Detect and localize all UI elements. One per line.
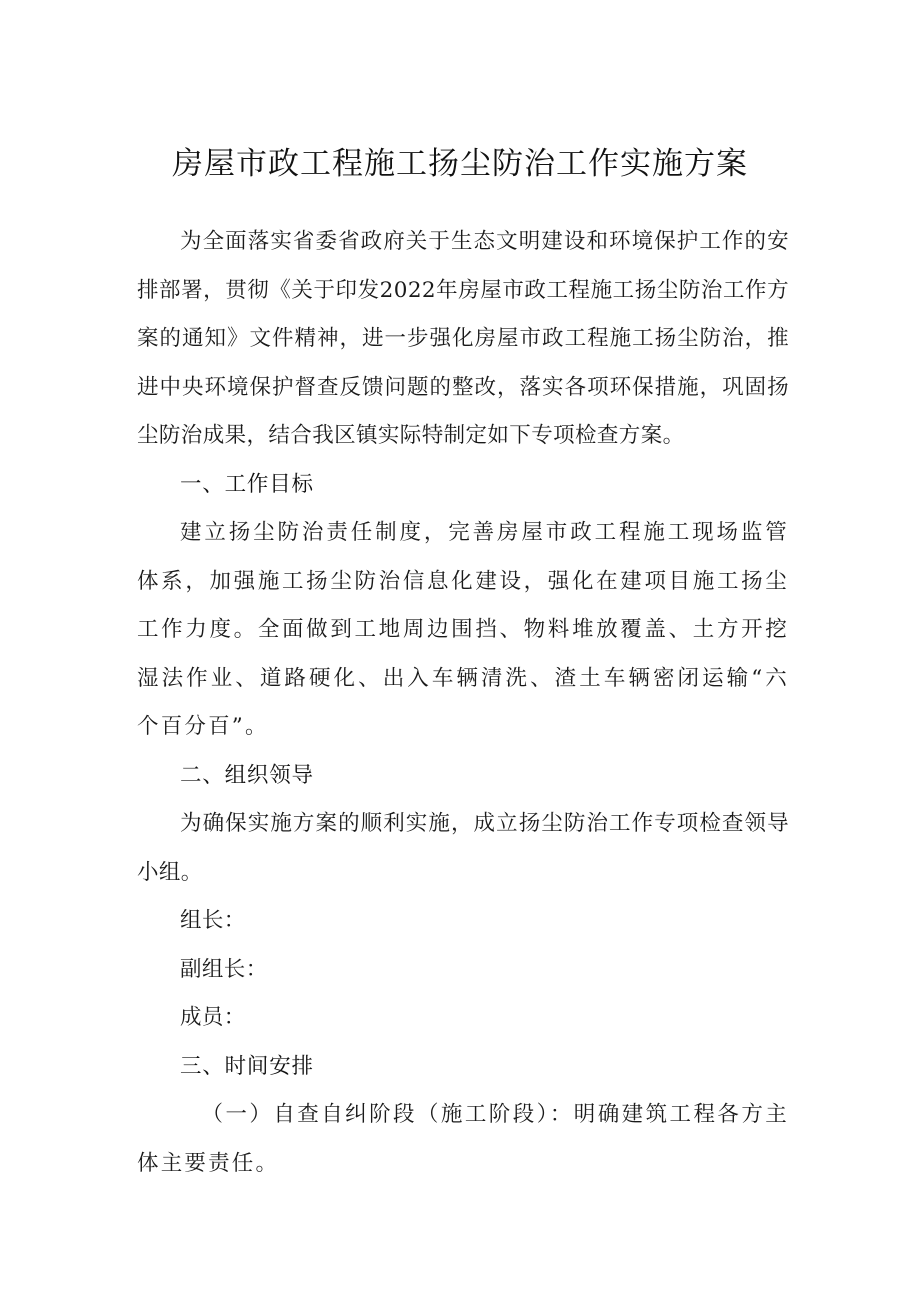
- intro-paragraph: 为全面落实省委省政府关于生态文明建设和环境保护工作的安排部署，贯彻《关于印发2022年房屋市政工程施工扬尘防治工作方案的通知》文件精神，进一步强化房屋市政工程施工扬尘防治，推进中央环境保护督查反馈问题的整改，落实各项环保措施，巩固扬尘防治成果，结合我区镇实际特制定如下专项检查方案。: [137, 229, 789, 448]
- members-line: 成员：: [180, 1005, 246, 1030]
- section-heading-goals: 一、工作目标: [180, 471, 314, 497]
- self-inspection-stage-paragraph: （一）自查自纠阶段（施工阶段）：明确建筑工程各方主体主要责任。: [137, 1102, 789, 1176]
- section-heading-organization: 二、组织领导: [180, 762, 314, 788]
- organization-paragraph: 为确保实施方案的顺利实施，成立扬尘防治工作专项检查领导小组。: [137, 811, 789, 885]
- goals-paragraph: 建立扬尘防治责任制度，完善房屋市政工程施工现场监管体系，加强施工扬尘防治信息化建设，强化在建项目施工扬尘工作力度。全面做到工地周边围挡、物料堆放覆盖、土方开挖湿法作业、道路硬化、出入车辆清洗、渣土车辆密闭运输“六个百分百”。: [137, 520, 789, 739]
- document-title: 房屋市政工程施工扬尘防治工作实施方案: [172, 146, 748, 182]
- deputy-leader-line: 副组长：: [180, 956, 268, 982]
- section-heading-schedule: 三、时间安排: [180, 1053, 314, 1079]
- leader-line: 组长：: [180, 908, 246, 933]
- document-body: [137, 218, 789, 1188]
